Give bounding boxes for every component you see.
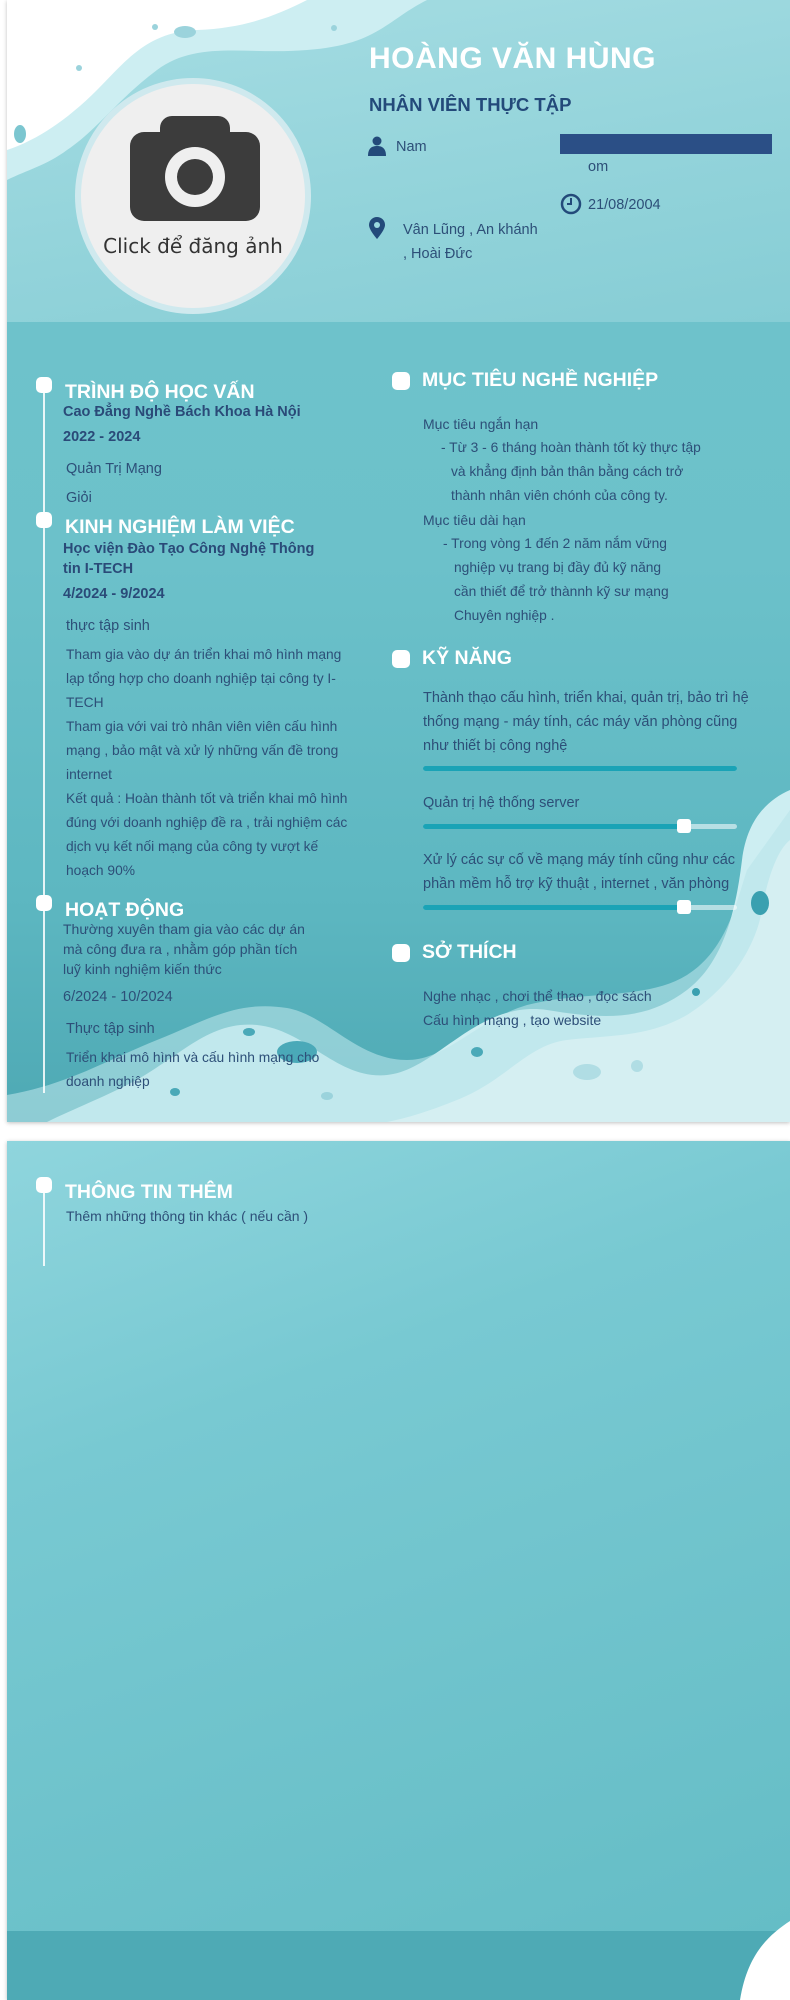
- timeline-line: [43, 380, 45, 1093]
- experience-line: TECH: [66, 695, 104, 710]
- objective-long-line: nghiệp vụ trang bị đầy đủ kỹ năng: [454, 560, 662, 575]
- objective-long-label: Mục tiêu dài hạn: [423, 512, 526, 528]
- experience-line: dịch vụ kết nối mạng của công ty vượt kế: [66, 839, 319, 854]
- clock-icon: [560, 193, 582, 215]
- experience-position: thực tập sinh: [66, 618, 150, 634]
- skill-1-bar: [423, 766, 737, 771]
- experience-line: đúng với doanh nghiệp đề ra , trải nghiệm các: [66, 815, 348, 830]
- objective-title: MỤC TIÊU NGHỀ NGHIỆP: [422, 369, 659, 391]
- candidate-role: NHÂN VIÊN THỰC TẬP: [369, 94, 572, 115]
- extra-text: Thêm những thông tin khác ( nếu cần ): [66, 1208, 309, 1224]
- objective-long-line: - Trong vòng 1 đến 2 năm nắm vững: [443, 536, 667, 551]
- timeline-line: [43, 1181, 45, 1266]
- timeline-bullet: [36, 512, 52, 528]
- cv-page-1: [7, 0, 790, 1122]
- skills-title: KỸ NĂNG: [422, 647, 512, 669]
- avatar-upload[interactable]: [75, 78, 311, 314]
- activities-detail-line-2: doanh nghiệp: [66, 1074, 150, 1089]
- skill-3-line: phần mềm hỗ trợ kỹ thuật , internet , văn phòng: [423, 876, 730, 892]
- address-line-2: , Hoài Đức: [403, 246, 473, 262]
- activities-desc-line-1: Thường xuyên tham gia vào các dự án: [63, 921, 305, 937]
- email-fragment: om: [588, 159, 609, 175]
- objective-long-line: cần thiết để trở thànnh kỹ sư mạng: [454, 584, 669, 599]
- activities-position: Thực tập sinh: [66, 1021, 155, 1037]
- candidate-name: HOÀNG VĂN HÙNG: [369, 42, 657, 75]
- email-redacted: [560, 134, 772, 154]
- objective-short-line: - Từ 3 - 6 tháng hoàn thành tốt kỳ thực tập: [441, 440, 701, 455]
- cv-page-2: [7, 1141, 790, 2000]
- objective-short-label: Mục tiêu ngắn hạn: [423, 416, 539, 432]
- skill-2-line: Quản trị hệ thống server: [423, 795, 580, 811]
- skill-1-line: như thiết bị công nghệ: [423, 738, 568, 754]
- activities-detail-line-1: Triển khai mô hình và cấu hình mạng cho: [66, 1050, 320, 1065]
- experience-line: Tham gia với vai trò nhân viên viên cấu hình: [66, 719, 338, 734]
- hobbies-line-1: Nghe nhạc , chơi thể thao , đọc sách: [423, 988, 652, 1004]
- timeline-bullet: [36, 377, 52, 393]
- section-bullet: [392, 372, 410, 390]
- activities-title: HOẠT ĐỘNG: [65, 899, 185, 921]
- experience-line: lạp tổng hợp cho doanh nghiệp tại công ty I-: [66, 671, 336, 686]
- person-icon: [368, 136, 386, 156]
- hobbies-title: SỞ THÍCH: [422, 941, 517, 963]
- experience-line: Kết quả : Hoàn thành tốt và triển khai mô hình: [66, 791, 348, 806]
- education-period: 2022 - 2024: [63, 429, 141, 445]
- photo-upload-label: Click để đăng ảnh: [103, 234, 283, 258]
- skill-2-slider-handle[interactable]: [677, 819, 691, 833]
- education-title: TRÌNH ĐỘ HỌC VẤN: [65, 381, 255, 403]
- experience-line: Tham gia vào dự án triển khai mô hình mạng: [66, 647, 342, 662]
- location-pin-icon: [369, 217, 385, 239]
- address-line-1: Vân Lũng , An khánh: [403, 222, 538, 238]
- skill-2-bar: [423, 824, 684, 829]
- experience-title: KINH NGHIỆM LÀM VIỆC: [65, 516, 295, 538]
- skill-1-line: thống mạng - máy tính, các máy văn phòng cũng: [423, 714, 738, 730]
- activities-desc-line-3: luỹ kinh nghiệm kiến thức: [63, 961, 222, 977]
- skill-3-line: Xử lý các sự cố về mạng máy tính cũng như các: [423, 852, 736, 868]
- skill-1-line: Thành thạo cấu hình, triển khai, quản trị, bảo trì hệ: [423, 690, 749, 706]
- extra-title: THÔNG TIN THÊM: [65, 1181, 233, 1203]
- objective-long-line: Chuyên nghiệp .: [454, 608, 555, 623]
- timeline-bullet: [36, 895, 52, 911]
- education-grade: Giỏi: [66, 490, 92, 506]
- section-bullet: [392, 650, 410, 668]
- skill-3-bar: [423, 905, 684, 910]
- experience-company-line-2: tin I-TECH: [63, 561, 134, 577]
- experience-company-line-1: Học viện Đào Tạo Công Nghệ Thông: [63, 541, 315, 557]
- objective-short-line: thành nhân viên chónh của công ty.: [451, 488, 668, 503]
- experience-line: hoạch 90%: [66, 863, 136, 878]
- education-major: Quản Trị Mạng: [66, 461, 162, 477]
- experience-line: internet: [66, 767, 113, 782]
- activities-desc-line-2: mà công đưa ra , nhằm góp phần tích: [63, 941, 298, 957]
- objective-short-line: và khẳng định bản thân bằng cách trở: [451, 464, 684, 479]
- hobbies-line-2: Cấu hình mạng , tạo website: [423, 1012, 602, 1028]
- experience-description: [66, 643, 347, 883]
- experience-period: 4/2024 - 9/2024: [63, 586, 165, 602]
- section-bullet: [392, 944, 410, 962]
- activities-period: 6/2024 - 10/2024: [63, 989, 173, 1005]
- skill-3-slider-handle[interactable]: [677, 900, 691, 914]
- birthday-value: 21/08/2004: [588, 197, 661, 213]
- timeline-bullet: [36, 1177, 52, 1193]
- wave-decoration: [7, 1141, 790, 2000]
- gender-value: Nam: [396, 139, 427, 155]
- experience-line: mạng , bảo mật và xử lý những vấn đề trong: [66, 743, 339, 758]
- education-school: Cao Đẳng Nghề Bách Khoa Hà Nội: [63, 404, 301, 420]
